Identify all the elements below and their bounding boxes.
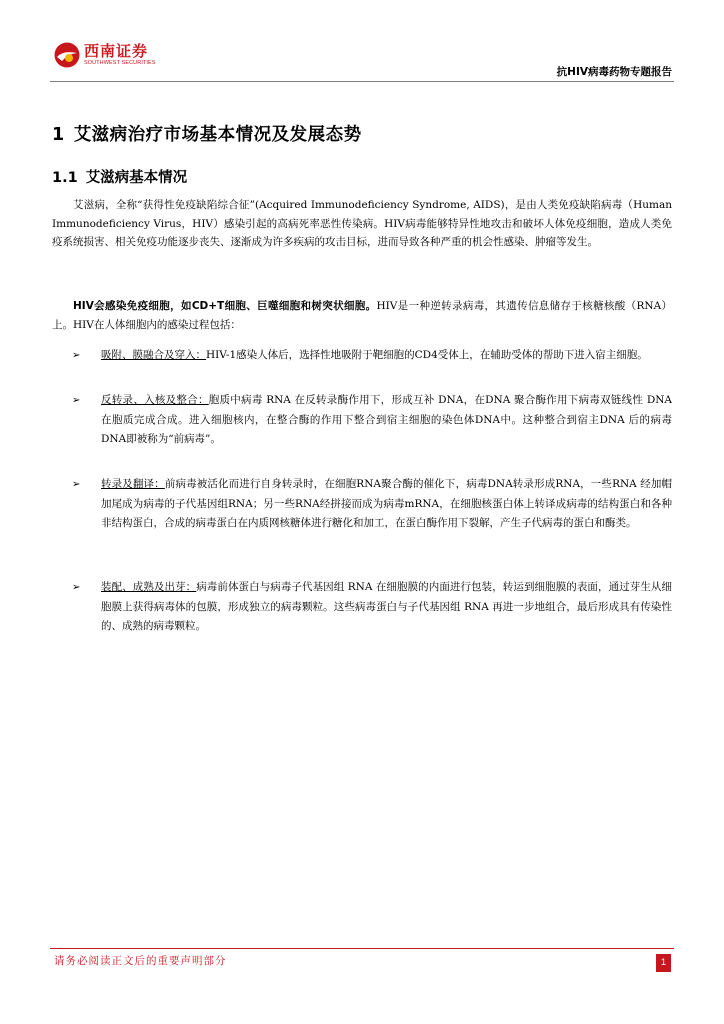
paragraph-aids-overview: 艾滋病，全称“获得性免疫缺陷综合征”(Acquired Immunodeficiency Syndrome, AIDS)，是由人类免疫缺陷病毒（Human Immunodeficiency Virus，HIV）感染引起的高病死率恶性传染病。HIV病毒能够特异性地攻击和破坏人体免疫细胞，造成人类免疫系统损害、相关免疫功能逐步丧失、逐渐成为许多疾病的攻击目标，进而导致各种严重的机会性感染、肿瘤等发生。 — [52, 199, 672, 249]
list-item-term: 吸附、膜融合及穿入： — [101, 349, 206, 361]
list-item — [72, 391, 672, 450]
paragraph-body: HIV是一种逆转录病毒，其遗传信息储存于核糖核酸（RNA）上。HIV在人体细胞内的感染过程包括： — [52, 300, 673, 331]
list-item-term: 装配、成熟及出芽： — [101, 581, 197, 593]
section-number: 1 — [52, 125, 65, 145]
company-logo — [54, 42, 156, 68]
list-item — [72, 346, 672, 366]
logo-emblem-icon — [54, 42, 80, 68]
disclaimer-note: 请务必阅读正文后的重要声明部分 — [54, 955, 227, 967]
logo-wordmark — [84, 43, 156, 67]
list-item — [72, 578, 672, 637]
list-item-term: 反转录、入核及整合： — [101, 394, 209, 406]
paragraph-lead-bold: HIV会感染免疫细胞，如CD+T细胞、巨噬细胞和树突状细胞。 — [73, 300, 377, 312]
list-item-text: 病毒前体蛋白与病毒子代基因组 RNA 在细胞膜的内面进行包装，转运到细胞膜的表面，通过芽生从细胞膜上获得病毒体的包膜，形成独立的病毒颗粒。这些病毒蛋白与子代基因组 RNA 再进一步地组合，最后形成具有传染性的、成熟的病毒颗粒。 — [101, 581, 672, 632]
arrow-bullet-icon: ➢ — [72, 395, 81, 406]
arrow-bullet-icon: ➢ — [72, 582, 81, 593]
arrow-bullet-icon: ➢ — [72, 350, 81, 361]
report-title: 抗HIV病毒药物专题报告 — [556, 66, 672, 78]
list-item-text: 胞质中病毒 RNA 在反转录酶作用下，形成互补 DNA，在DNA 聚合酶作用下病毒双链线性 DNA 在胞质完成合成。进入细胞核内，在整合酶的作用下整合到宿主细胞的染色体DNA中。这种整合到宿主DNA 后的病毒DNA即被称为“前病毒”。 — [101, 394, 673, 445]
section-heading — [52, 121, 362, 146]
section-title: 艾滋病治疗市场基本情况及发展态势 — [73, 125, 362, 145]
header-divider — [50, 81, 674, 82]
list-item-text: HIV-1感染人体后，选择性地吸附于靶细胞的CD4受体上，在辅助受体的帮助下进入宿主细胞。 — [206, 349, 648, 361]
arrow-bullet-icon: ➢ — [72, 479, 81, 490]
list-item-text: 前病毒被活化而进行自身转录时，在细胞RNA聚合酶的催化下，病毒DNA转录形成RNA，一些RNA 经加帽加尾成为病毒的子代基因组RNA；另一些RNA经拼接而成为病毒mRNA，在细胞核蛋白体上转译成病毒的结构蛋白和各种非结构蛋白，合成的病毒蛋白在内质网核糖体进行糖化和加工，在蛋白酶作用下裂解，产生子代病毒的蛋白和酶类。 — [101, 478, 672, 529]
subsection-number: 1.1 — [52, 170, 78, 186]
logo-english-name: SOUTHWEST SECURITIES — [84, 60, 156, 66]
subsection-heading — [52, 166, 187, 187]
list-item — [72, 475, 672, 534]
subsection-title: 艾滋病基本情况 — [85, 170, 188, 186]
logo-chinese-name: 西南证券 — [84, 42, 149, 60]
list-item-term: 转录及翻译： — [101, 478, 165, 490]
paragraph-hiv-infection — [52, 297, 672, 334]
footer-divider — [50, 948, 674, 949]
page-number: 1 — [656, 954, 671, 972]
